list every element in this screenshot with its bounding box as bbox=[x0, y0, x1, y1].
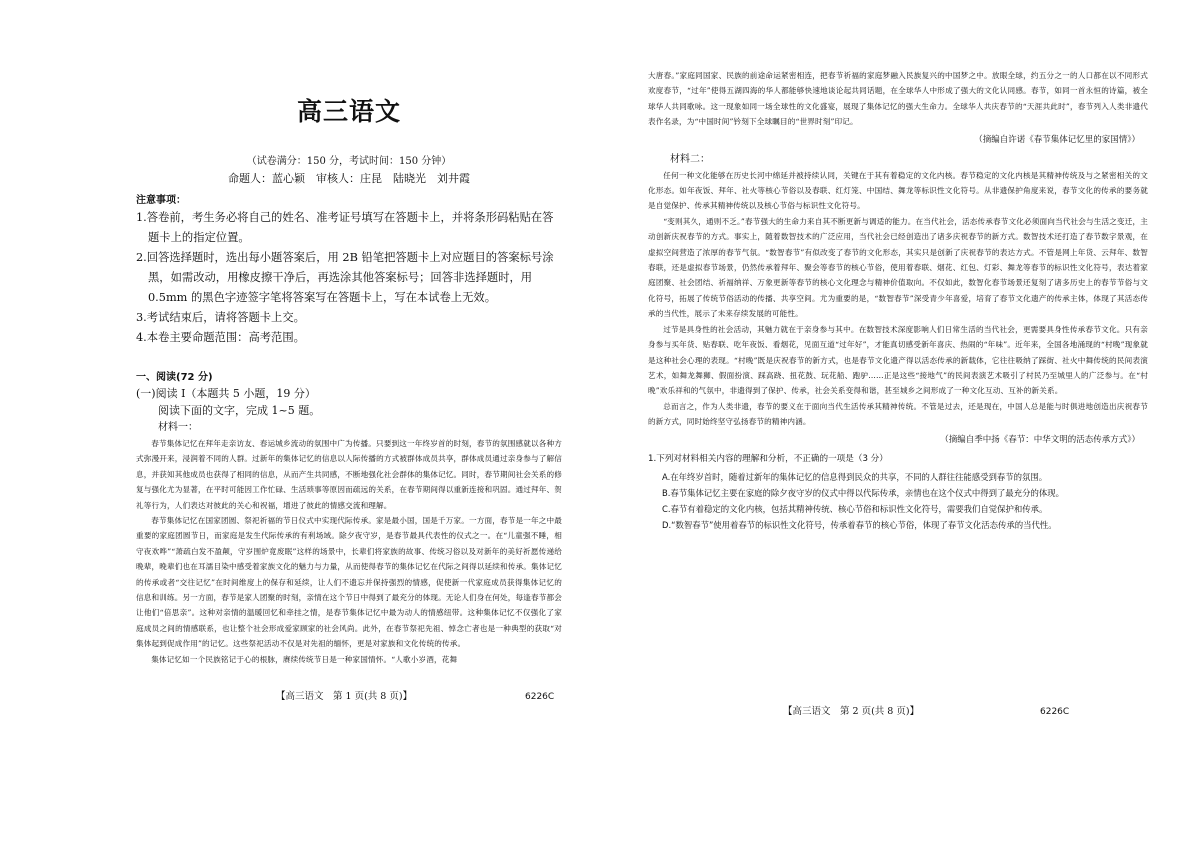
material2-label: 材料二： bbox=[670, 153, 710, 165]
material1-body bbox=[136, 436, 562, 667]
footer-code-left: 6226C bbox=[525, 692, 555, 702]
material-paragraph: 春节集体记忆在国家团圆、祭祀祈福的节日仪式中实现代际传承。家是最小国，国是千万家。一方面，春节是一年之中最重要的家庭团圆节日，而家庭是发生代际传承的有利场域。除夕夜守岁，是春节最具代表性的仪式之一。在“儿童强不睡，相守夜欢哗”“萧疏白发不盈颠，守岁围炉竟废眠”这样的场景中，长辈们将家族的故事、传统习俗以及对新年的美好祈愿传递给晚辈，晚辈们也在耳濡目染中感受着家族文化的魅力与力量，从而使得春节的集体记忆在代际之间得以延续和传承。集体记忆的传承或者“交往记忆”在时间维度上的保存和延续，让人们不遗忘并保持强烈的情感，促使新一代家庭成员获得集体记忆的信息和训练。另一方面，春节是家人团聚的时刻，亲情在这个节日中得到了最充分的体现。无论人们身在何处，每逢春节都会让他们“倍思亲”。这种对亲情的温暖回忆和牵挂之情，是春节集体记忆中最为动人的情感纽带。这种集体记忆不仅强化了家庭成员之间的情感联系，也让整个社会形成爱家顾家的社会风尚。此外，在春节祭祀先祖、悼念亡者也是一种典型的获取“对集体起到促成作用”的记忆。这些祭祀活动不仅是对先祖的缅怀，更是对家族和文化传统的传承。 bbox=[136, 516, 562, 649]
question-option-a: A.在年终岁首时，随着过新年的集体记忆的信息得到民众的共享，不同的人群往往能感受到春节的氛围。 bbox=[662, 471, 1048, 482]
section-heading: 一、阅读(72 分) bbox=[136, 372, 213, 383]
source-citation-2: （摘编自季中扬《春节：中华文明的活态传承方式》） bbox=[940, 434, 1140, 445]
source-citation-1: （摘编自许诺《春节集体记忆里的家国情》） bbox=[974, 134, 1140, 145]
footer-code-right: 6226C bbox=[1040, 707, 1070, 717]
exam-info: （试卷满分：150 分，考试时间：150 分钟） bbox=[246, 156, 452, 167]
question-1 bbox=[648, 452, 1148, 533]
question-option-d: D.“数智春节”使用着春节的标识性文化符号，传承着春节的核心节俗，体现了春节文化活态传承的当代性。 bbox=[662, 519, 1057, 530]
footer-page-label-right: 【高三语文 第 2 页(共 8 页)】 bbox=[783, 706, 920, 717]
exam-title: 高三语文 bbox=[296, 97, 401, 126]
material-paragraph: 过节是具身性的社会活动，其魅力就在于亲身参与其中。在数智技术深度影响人们日常生活的当代社会，更需要具身性传承春节文化。只有亲身参与买年货、贴春联、吃年夜饭、看烟花，见面互道“过年好”，才能真切感受新年喜庆、热闹的“年味”。近年来，全国各地涌现的“村晚”现象就是这种社会心理的表现。“村晚”既是庆祝春节的新方式，也是春节文化遗产得以活态传承的新载体，它往往吸纳了踩街、社火中舞传统的民间表演艺术，如舞龙舞狮、假面扮演、踩高跷、扭花鼓、玩花船、跑驴……正是这些“接地气”的民间表演艺术吸引了村民乃至城里人的广泛参与。在“村晚”欢乐祥和的气氛中，非遗得到了保护、传承，社会关系变得和谐，甚至城乡之间形成了一种文化互动、互补的新关系。 bbox=[648, 324, 1148, 396]
question-stem: 1.下列对材料相关内容的理解和分析，不正确的一项是（3 分） bbox=[648, 453, 888, 464]
exam-authors: 命题人：蓝心颖 审核人：庄昆 陆晓光 刘井霞 bbox=[228, 172, 470, 185]
question-option-b: B.春节集体记忆主要在家庭的除夕夜守岁的仪式中得以代际传承，亲情也在这个仪式中得到了最充分的体现。 bbox=[662, 487, 1065, 498]
note-item: 4.本卷主要命题范围：高考范围。 bbox=[136, 331, 305, 344]
material1-continuation bbox=[648, 68, 1148, 130]
footer-page-label-left: 【高三语文 第 1 页(共 8 页)】 bbox=[276, 691, 413, 702]
material-paragraph: “变则其久，通则不乏。”春节强大的生命力来自其不断更新与调适的能力。在当代社会，活态传承春节文化必须面向当代社会与生活之变迁，主动创新庆祝春节的方式。事实上，随着数智技术的广泛应用，当代社会已经创造出了诸多庆祝春节的新方式。数智技术还打造了春节数字景观，在虚拟空间营造了浓厚的春节气氛。“数智春节”有似改变了春节的文化形态，其实只是创新了庆祝春节的表达方式。不管是网上年货、云拜年、数智春联，还是虚拟春节场景，仍然传承着拜年、聚会等春节的核心节俗，使用着春联、烟花、红包、灯彩、舞龙等春节的标识性文化符号，表达着家庭团聚、社会团结、祈福纳祥、万象更新等春节的核心文化理念与精神价值取向。不仅如此，数智化春节场景还复刻了诸多历史上的春节节俗与文化符号，拓展了传统节俗活动的传播、共享空间。尤为重要的是，“数智春节”深受青少年喜爱，培育了春节文化遗产的传承主体，体现了其活态传承的当代性，展示了未来存续发展的可能性。 bbox=[648, 216, 1148, 319]
subsection-heading: (一)阅读 I（本题共 5 小题，19 分） bbox=[136, 387, 316, 400]
material2-body bbox=[648, 168, 1148, 430]
material1-label: 材料一： bbox=[158, 422, 198, 433]
note-item: 3.考试结束后，请将答题卡上交。 bbox=[136, 311, 305, 324]
notes-list bbox=[136, 208, 562, 348]
material-paragraph: 集体记忆如一个民族铭记于心的根脉，赓续传统节日是一种家国情怀。“人歌小岁酒，花舞 bbox=[151, 654, 458, 664]
page-right bbox=[600, 0, 1200, 848]
material-paragraph: 任何一种文化能够在历史长河中绵延并被持续认同，关键在于其有着稳定的文化内核。春节稳定的文化内核是其精神传统及与之紧密相关的文化形态。如年夜饭、拜年、社火等核心节俗以及春联、红灯笼、中国结、舞龙等标识性文化符号。从非遗保护角度来说，春节文化的传承的要务就是自觉保护、传承其精神传统以及核心节俗与标识性文化符号。 bbox=[648, 170, 1148, 211]
note-item: 2.回答选择题时，选出每小题答案后，用 2B 铅笔把答题卡上对应题目的答案标号涂黑，如需改动，用橡皮擦干净后，再选涂其他答案标号；回答非选择题时，用 0.5mm 的黑色字迹签字笔将答案写在答题卡上，写在本试卷上无效。 bbox=[136, 251, 554, 304]
note-item: 1.答卷前，考生务必将自己的姓名、准考证号填写在答题卡上，并将条形码粘贴在答题卡上的指定位置。 bbox=[136, 211, 554, 244]
notes-heading: 注意事项： bbox=[136, 195, 186, 206]
question-option-c: C.春节有着稳定的文化内核，包括其精神传统、核心节俗和标识性文化符号，需要我们自觉保护和传承。 bbox=[662, 503, 1048, 514]
instruction-text: 阅读下面的文字，完成 1~5 题。 bbox=[158, 404, 321, 417]
material-paragraph: 总而言之，作为人类非遗，春节的要义在于面向当代生活传承其精神传统。不管是过去，还是现在，中国人总是能与时俱进地创造出庆祝春节的新方式，同时始终坚守弘扬春节的精神内涵。 bbox=[648, 401, 1148, 427]
material-paragraph: 春节集体记忆在拜年走亲访友、春运城乡流动的氛围中广为传播。只要到这一年终岁首的时刻，春节的氛围感就以各种方式弥漫开来，浸润着不同的人群。过新年的集体记忆的信息以人际传播的方式被群体成员共享，群体成员通过亲身参与了解信息，并获知其他成员也获得了相同的信息，从而产生共同感，不断地强化社会群体的集体记忆。同时，春节期间社会关系的修复与强化尤为显著，在平时可能因工作忙碌、生活琐事等原因而疏远的关系，在春节期间得以重新连接和巩固。通过拜年、贺礼等行为，人们表达对彼此的关心和祝福，增进了彼此的情感交流和理解。 bbox=[136, 439, 562, 510]
material-paragraph: 大唐春。”家庭同国家、民族的前途命运紧密相连，把春节祈福的家庭梦融入民族复兴的中国梦之中。放眼全球，约五分之一的人口都在以不同形式欢度春节，“过年”使得五湖四海的华人都能够快速地谈论起共同话题，在全球华人中形成了强大的文化认同感。春节，如同一首永恒的诗篇，被全球华人共同歌咏。这一现象如同一场全球性的文化盛宴，展现了集体记忆的强大生命力。全球华人共庆春节的“天涯共此时”，春节列入人类非遗代表作名录，为“中国时间”钤刻下全球瞩目的“世界时刻”印记。 bbox=[648, 71, 1148, 127]
